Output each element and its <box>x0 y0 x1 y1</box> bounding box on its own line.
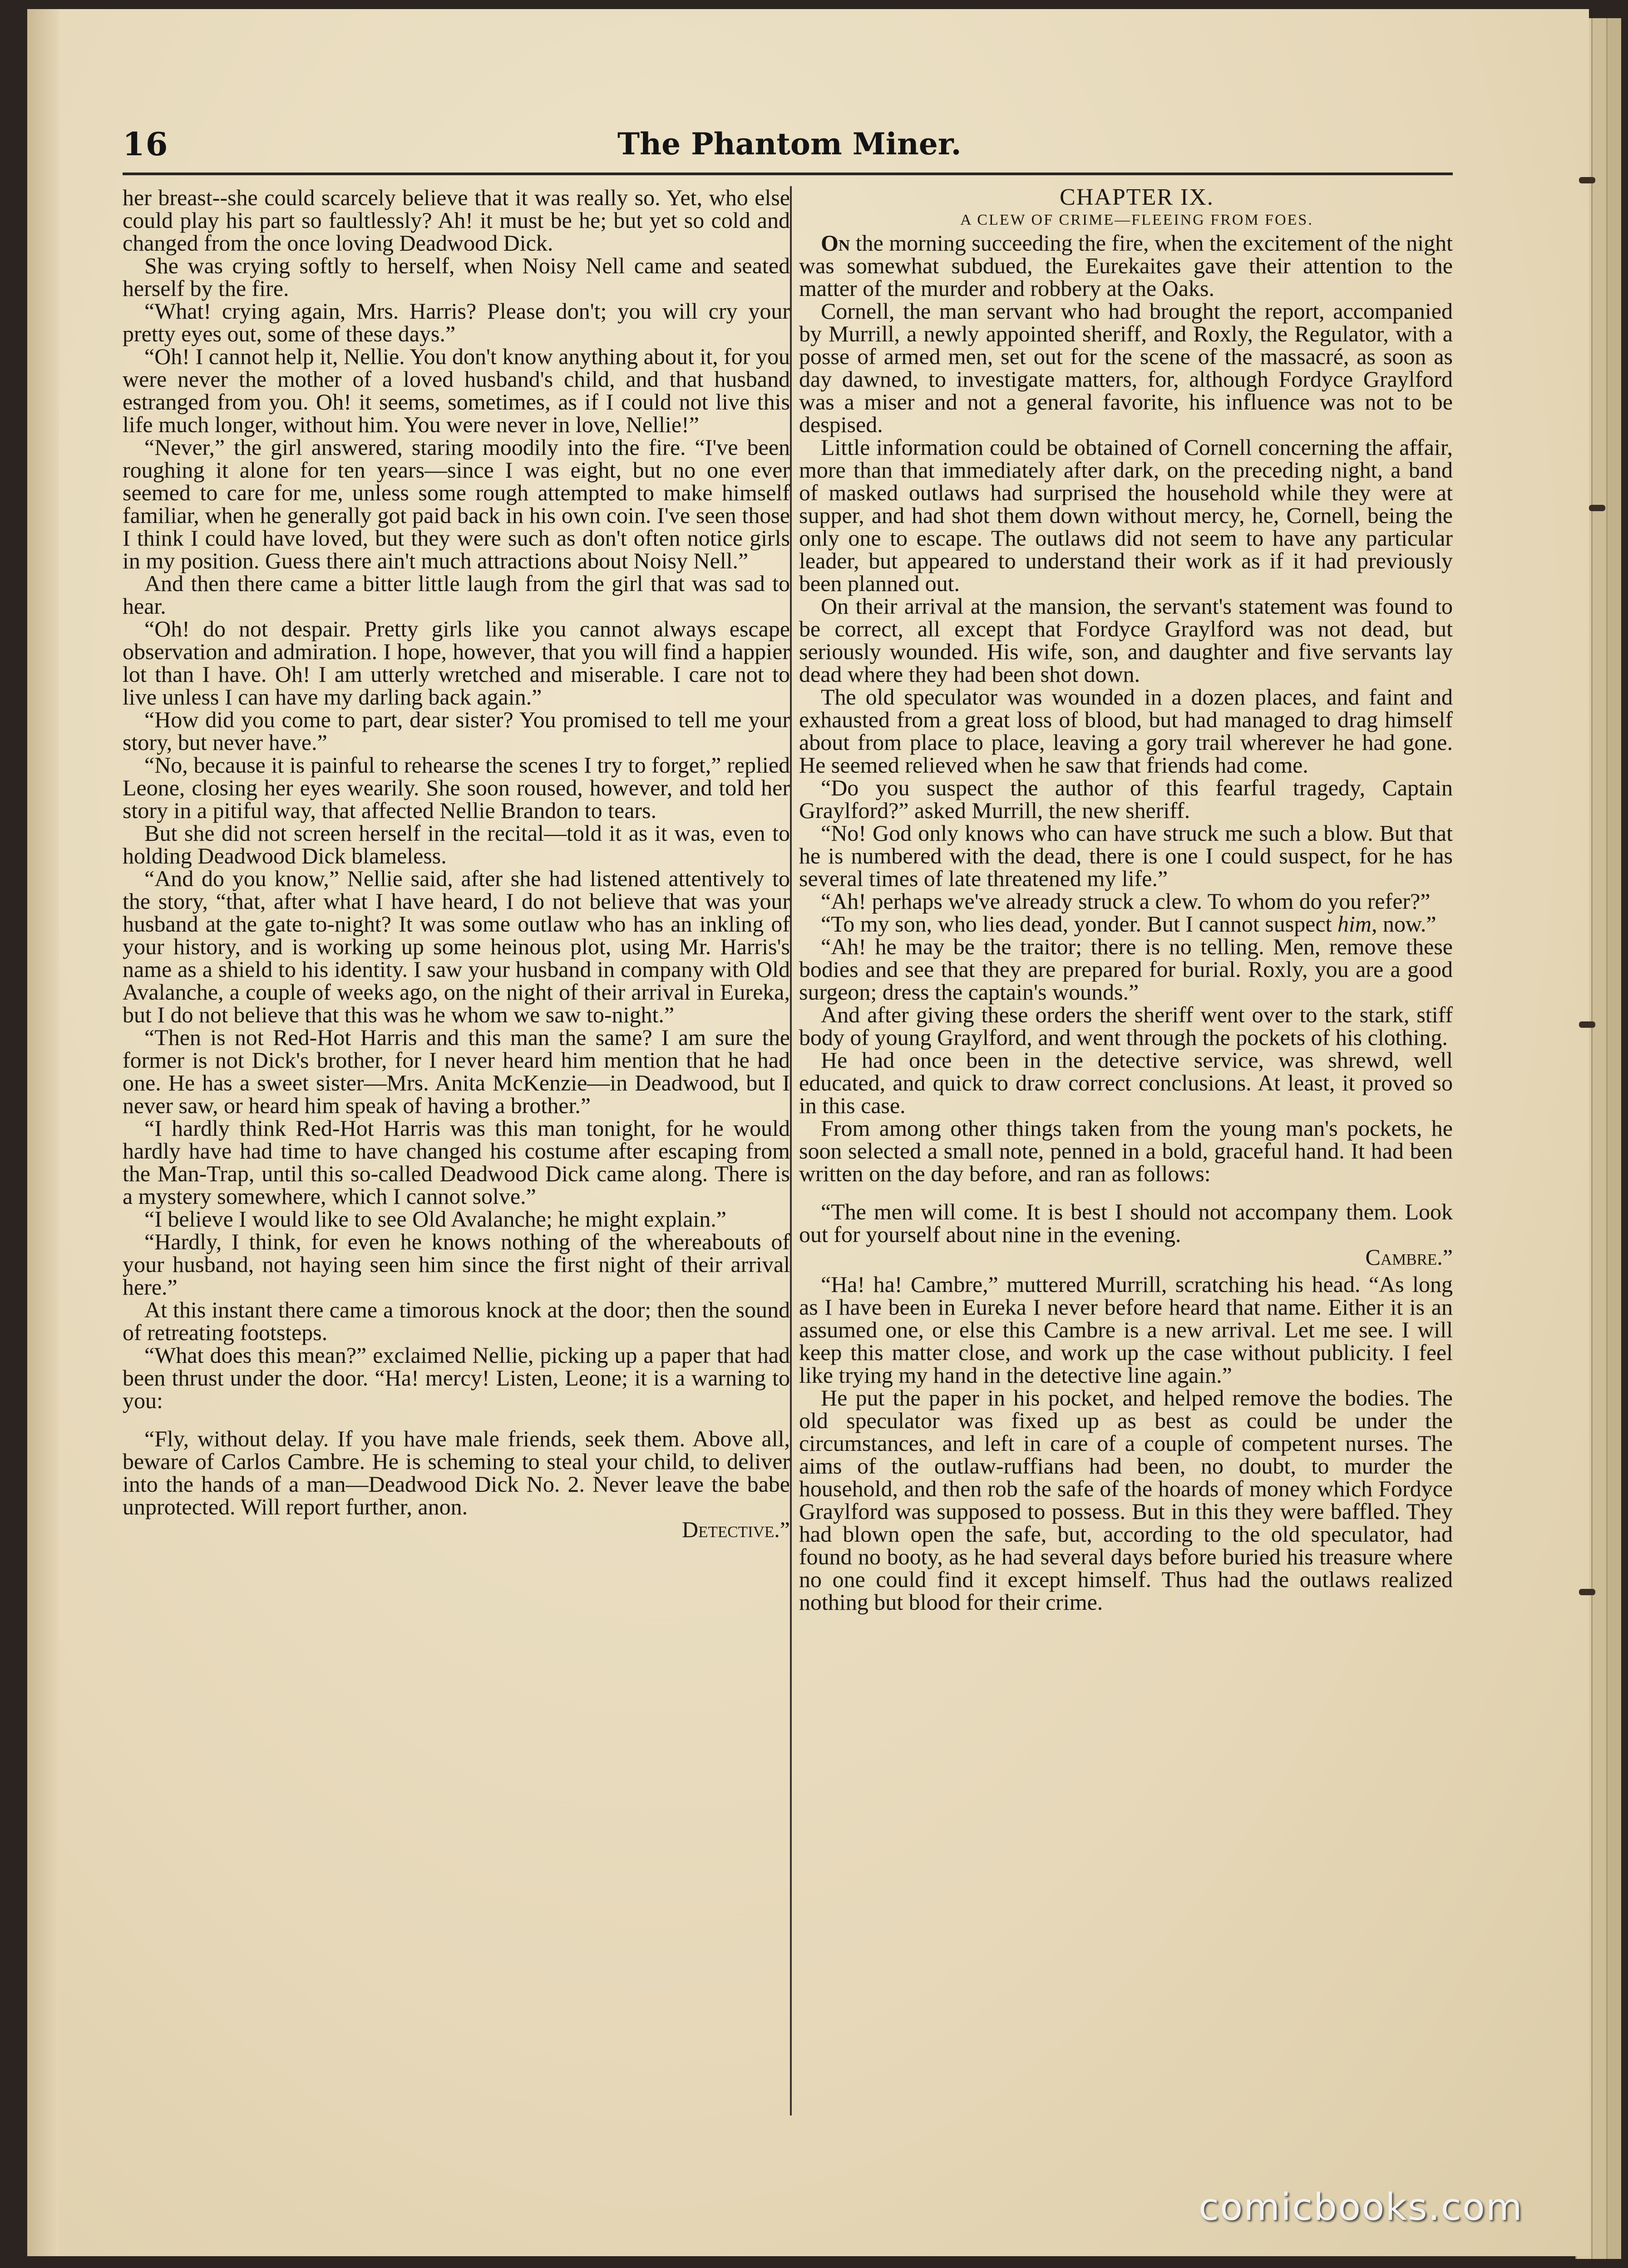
paragraph <box>799 912 1453 935</box>
staple-mark <box>1579 1021 1595 1028</box>
note-signature: Cambre.” <box>1365 1244 1453 1270</box>
opening-word: On <box>821 230 850 256</box>
opening-text: the morning succeeding the fire, when the excitement of the night was somewhat subdued, the Eurekaites gave their attention to the matter of the murder and robbery at the Oaks. <box>799 230 1453 301</box>
column-divider <box>790 186 792 2115</box>
text-span: “To my son, who lies dead, yonder. But I cannot suspect <box>821 911 1337 937</box>
paragraph: “How did you come to part, dear sister? You promised to tell me your story, but never have.” <box>123 707 790 755</box>
paragraph: From among other things taken from the young man's pockets, he soon selected a small note, penned in a bold, graceful hand. It had been written on the day before, and ran as follows: <box>799 1115 1453 1186</box>
paragraph: On their arrival at the mansion, the servant's statement was found to be correct, all except that Fordyce Graylford was not dead, but seriously wounded. His wife, son, and daughter and five servants lay dead where they had been shot down. <box>799 593 1453 687</box>
paragraph: “Ha! ha! Cambre,” muttered Murrill, scratching his head. “As long as I have been in Eureka I never before heard that name. Either it is an assumed one, or else this Cambre is a new arrival. Let me see. I will keep this matter close, and work up the case without publicity. I feel like trying my hand in the detective line again.” <box>799 1272 1453 1388</box>
warning-letter: “Fly, without delay. If you have male friends, seek them. Above all, beware of Carlos Cambre. He is scheming to steal your child, to deliver into the hands of a man—Deadwood Dick No. 2. Never leave the babe unprotected. Will report further, anon. <box>123 1426 790 1519</box>
paragraph: “I believe I would like to see Old Avalanche; he might explain.” <box>144 1206 726 1232</box>
paragraph: At this instant there came a timorous knock at the door; then the sound of retreating footsteps. <box>123 1297 790 1345</box>
staple-mark <box>1589 505 1605 511</box>
chapter-title: CHAPTER IX. <box>1060 184 1214 210</box>
paragraph: “Ah! he may be the traitor; there is no telling. Men, remove these bodies and see that they are prepared for burial. Roxly, you are a good surgeon; dress the captain's wounds.” <box>799 934 1453 1005</box>
page-number: 16 <box>123 125 169 163</box>
paragraph: And then there came a bitter little laugh from the girl that was sad to hear. <box>123 571 790 619</box>
paragraph: And after giving these orders the sheriff went over to the stark, stiff body of young Graylford, and went through the pockets of his clothing. <box>799 1002 1453 1050</box>
paragraph: her breast--she could scarcely believe that it was really so. Yet, who else could play his part so faultlessly? Ah! it must be he; but yet so cold and changed from the once loving Deadwood Dick. <box>123 185 790 256</box>
emphasis: him <box>1337 911 1371 937</box>
page-header <box>123 119 1448 169</box>
paragraph: “Then is not Red-Hot Harris and this man the same? I am sure the former is not Dick's brother, for I never heard him mention that he had one. He has a sweet sister—Mrs. Anita McKenzie—in Deadwood, but I never saw, or heard him speak of having a brother.” <box>123 1025 790 1118</box>
paragraph: But she did not screen herself in the recital—told it as it was, even to holding Deadwood Dick blameless. <box>123 820 790 868</box>
paragraph: “Ah! perhaps we've already struck a clew. To whom do you refer?” <box>821 888 1431 914</box>
text-span: , now.” <box>1371 911 1436 937</box>
paragraph: “Oh! I cannot help it, Nellie. You don't know anything about it, for you were never the mother of a loved husband's child, and that husband estranged from you. Oh! it seems, sometimes, as if I could not live this life much longer, without him. You were never in love, Nellie!” <box>123 344 790 437</box>
paragraph: The old speculator was wounded in a dozen places, and faint and exhausted from a great loss of blood, but had managed to drag himself about from place to place, leaving a gory trail wherever he had gone. He seemed relieved when he saw that friends had come. <box>799 684 1453 778</box>
paragraph: “What! crying again, Mrs. Harris? Please don't; you will cry your pretty eyes out, some of these days.” <box>123 298 790 346</box>
paragraph: Little information could be obtained of Cornell concerning the affair, more than that immediately after dark, on the preceding night, a band of masked outlaws had surprised the household while they were at supper, and had shot them down without mercy, he, Cornell, being the only one to escape. The outlaws did not seem to have any particular leader, but appeared to understand their work as if it had previously been planned out. <box>799 434 1453 596</box>
paragraph: “What does this mean?” exclaimed Nellie, picking up a paper that had been thrust under the door. “Ha! mercy! Listen, Leone; it is a warning to you: <box>123 1342 790 1413</box>
paragraph: “No! God only knows who can have struck me such a blow. But that he is numbered with the dead, there is one I could suspect, for he has several times of late threatened my life.” <box>799 820 1453 891</box>
paragraph: She was crying softly to herself, when Noisy Nell came and seated herself by the fire. <box>123 253 790 301</box>
paragraph: “Never,” the girl answered, staring moodily into the fire. “I've been roughing it alone for ten years—since I was eight, but no one ever seemed to care for me, unless some rough attempted to make himself familiar, when he generally got paid back in his own coin. I've seen those I think I could have loved, but they were such as don't often notice girls in my position. Guess there ain't much attractions about Noisy Nell.” <box>123 434 790 573</box>
right-column <box>799 186 1453 1613</box>
paragraph: “Hardly, I think, for even he knows nothing of the whereabouts of your husband, not haying seen him since the first night of their arrival here.” <box>123 1229 790 1300</box>
page-edge <box>1606 18 1621 2259</box>
paragraph: He put the paper in his pocket, and helped remove the bodies. The old speculator was fixed up as best as could be under the circumstances, and left in care of a couple of competent nurses. The aims of the outlaw-ruffians had been, no doubt, to murder the household, and then rob the safe of the hoards of money which Fordyce Graylford was supposed to possess. But in this they were baffled. They had blown open the safe, but, according to the old speculator, had found no booty, as he had several days before buried his treasure where no one could find it except himself. Thus had the outlaws realized nothing but blood for their crime. <box>799 1385 1453 1615</box>
paragraph: “I hardly think Red-Hot Harris was this man tonight, for he would hardly have had time to have changed his costume after escaping from the Man-Trap, until this so-called Deadwood Dick came along. There is a mystery somewhere, which I cannot solve.” <box>123 1115 790 1209</box>
chapter-subtitle: A CLEW OF CRIME—FLEEING FROM FOES. <box>960 212 1313 228</box>
left-column <box>123 186 790 1545</box>
header-rule <box>123 173 1453 175</box>
staple-mark <box>1579 177 1595 183</box>
running-title: The Phantom Miner. <box>617 126 962 162</box>
chapter-opening-paragraph <box>799 232 1453 300</box>
paragraph: Cornell, the man servant who had brought the report, accompanied by Murrill, a newly appointed sheriff, and Roxly, the Regulator, with a posse of armed men, set out for the scene of the massacré, as soon as day dawned, to investigate matters, for, although Fordyce Graylford was a miser and not a general favorite, his influence was not to be despised. <box>799 298 1453 437</box>
note-text: “The men will come. It is best I should not accompany them. Look out for yourself about nine in the evening. <box>799 1199 1453 1247</box>
paragraph: He had once been in the detective service, was shrewd, well educated, and quick to draw correct conclusions. At least, it proved so in this case. <box>799 1047 1453 1118</box>
paragraph: “And do you know,” Nellie said, after she had listened attentively to the story, “that, after what I have heard, I do not believe that was your husband at the gate to-night? It was some outlaw who has an inkling of your history, and is working up some heinous plot, using Mr. Harris's name as a shield to his identity. I saw your husband in company with Old Avalanche, a couple of weeks ago, on the night of their arrival in Eureka, but I do not believe that this was he whom we saw to-night.” <box>123 866 790 1027</box>
paragraph: “No, because it is painful to rehearse the scenes I try to forget,” replied Leone, closing her eyes wearily. She soon roused, however, and told her story in a pitiful way, that affected Nellie Brandon to tears. <box>123 752 790 823</box>
paragraph: “Do you suspect the author of this fearful tragedy, Captain Graylford?” asked Murrill, the new sheriff. <box>799 775 1453 823</box>
letter-signature: Detective.” <box>682 1517 790 1542</box>
staple-mark <box>1579 1589 1595 1595</box>
watermark-text: comicbooks.com <box>1199 2186 1523 2229</box>
page-spine-shadow <box>27 9 59 2256</box>
paragraph: “Oh! do not despair. Pretty girls like you cannot always escape observation and admiration. I hope, however, that you will find a happier lot than I have. Oh! I am utterly wretched and miserable. I care not to live unless I can have my darling back again.” <box>123 616 790 710</box>
